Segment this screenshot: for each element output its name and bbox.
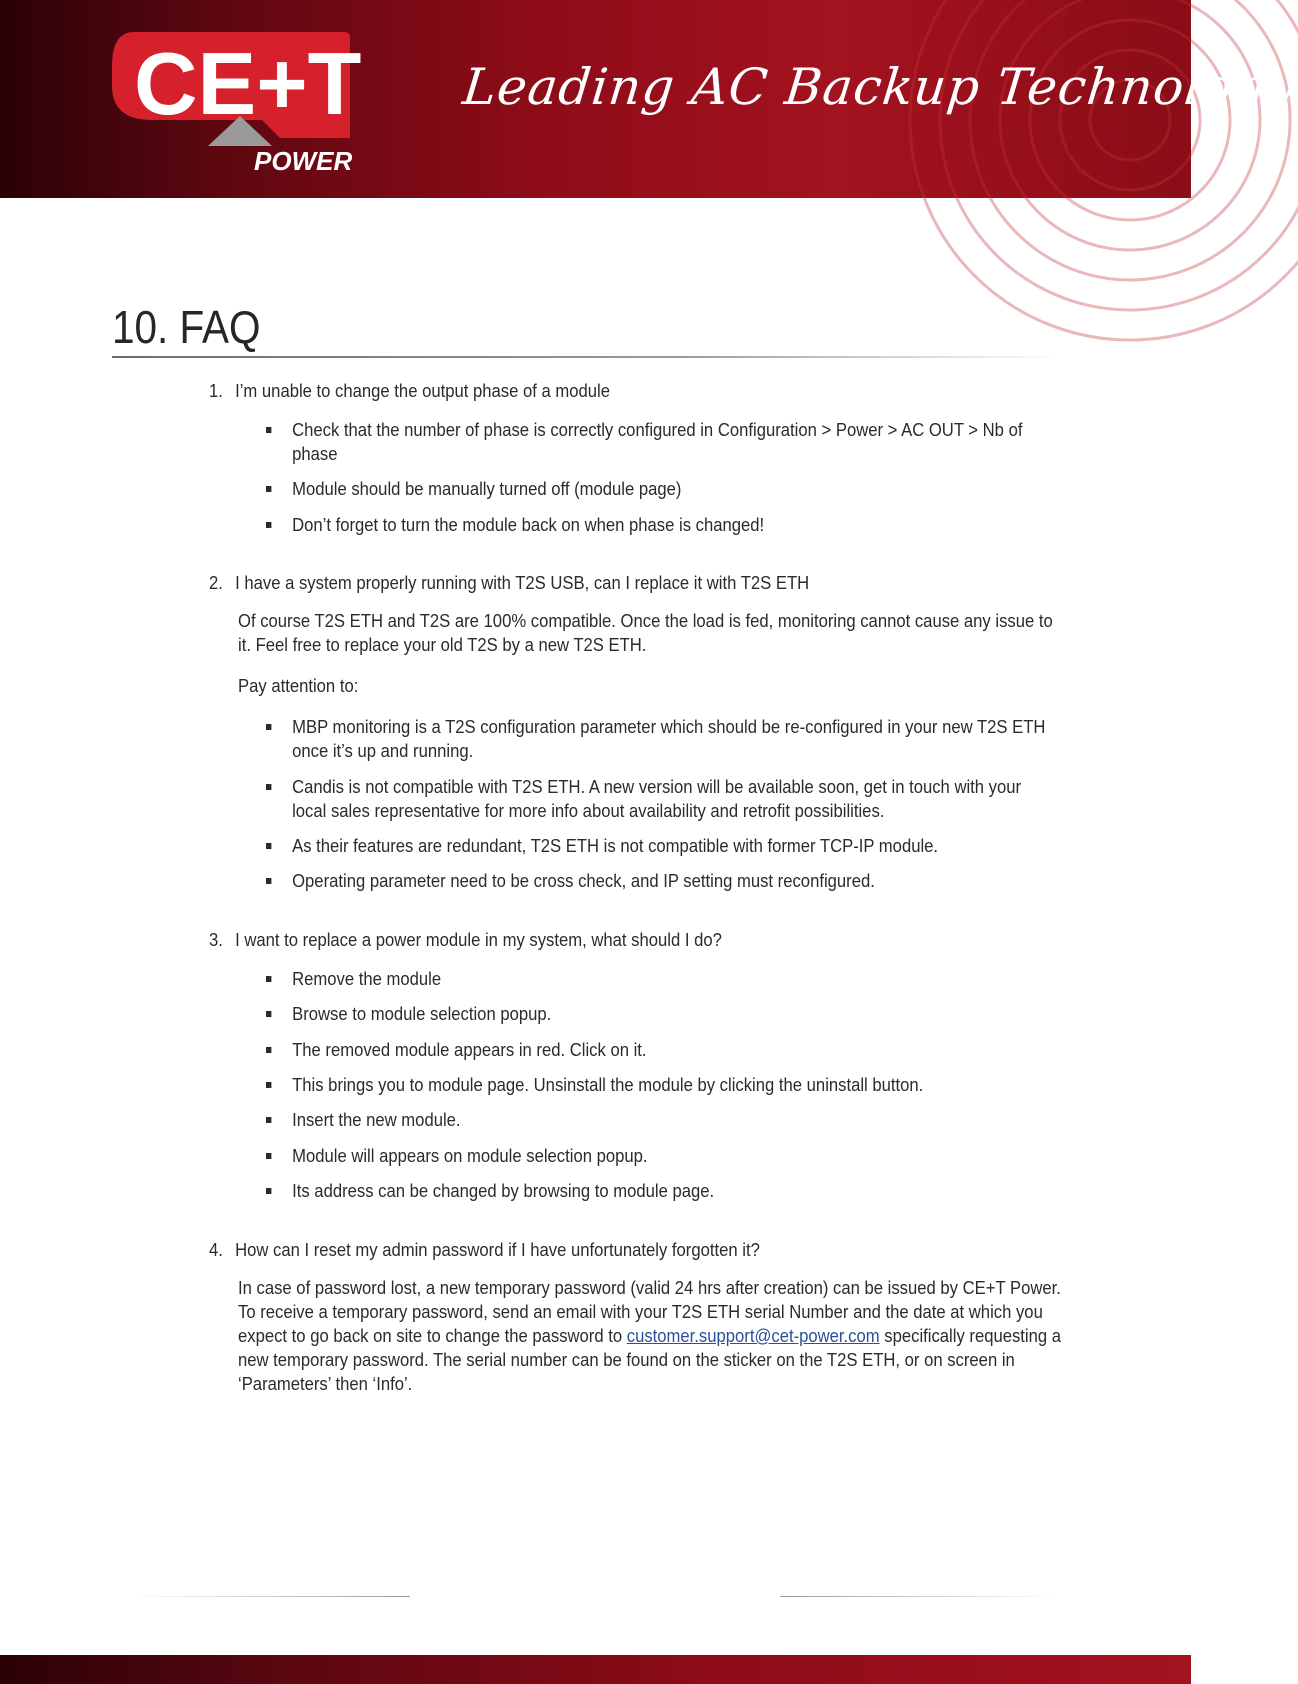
tagline: Leading AC Backup Technology (460, 58, 1298, 116)
company-logo (112, 26, 377, 174)
bullet-text: Insert the new module. (292, 1109, 461, 1130)
list-item (266, 834, 1058, 858)
footer-bar (0, 1655, 1191, 1684)
bullet-text: Module will appears on module selection popup. (292, 1145, 648, 1166)
answer-paragraph: Of course T2S ETH and T2S are 100% compatible. Once the load is fed, monitoring cannot cause any issue to it. Feel free to replace your old T2S by a new T2S ETH. (238, 610, 1053, 655)
logo-sub-text: POWER (254, 146, 353, 176)
bullet-square-icon (266, 1188, 271, 1194)
list-item (266, 775, 1058, 823)
faq-question-text: I want to replace a power module in my system, what should I do? (235, 929, 722, 950)
bullet-square-icon (266, 976, 271, 982)
bullet-text-continuation: phase (292, 443, 338, 464)
page-title: 10. FAQ (112, 301, 261, 353)
faq-number: 1. (209, 380, 223, 401)
bullet-square-icon (266, 1082, 271, 1088)
faq-question-text: I have a system properly running with T2S USB, can I replace it with T2S ETH (235, 572, 810, 593)
footer-rule-right (780, 1596, 1060, 1597)
bullet-square-icon (266, 1047, 271, 1053)
faq-question (209, 380, 610, 402)
bullet-text: This brings you to module page. Unsinstall the module by clicking the uninstall button. (292, 1074, 924, 1095)
list-item (266, 715, 1058, 763)
faq-question (209, 929, 722, 951)
list-item (266, 418, 1058, 466)
footer-rule-left (130, 1596, 410, 1597)
list-item (266, 1002, 1058, 1026)
bullet-text: Operating parameter need to be cross check, and IP setting must reconfigured. (292, 870, 875, 891)
faq-number: 4. (209, 1239, 223, 1260)
list-item (266, 967, 1058, 991)
bullet-text: Don’t forget to turn the module back on when phase is changed! (292, 514, 765, 535)
bullet-text: Its address can be changed by browsing to module page. (292, 1180, 715, 1201)
answer-paragraph: Pay attention to: (238, 675, 359, 696)
list-item (266, 513, 1058, 537)
bullet-square-icon (266, 784, 271, 790)
bullet-square-icon (266, 878, 271, 884)
bullet-text: Browse to module selection popup. (292, 1003, 552, 1024)
faq-question-text: I’m unable to change the output phase of a module (235, 380, 611, 401)
title-underline (112, 356, 1062, 358)
bullet-square-icon (266, 724, 271, 730)
faq-question (209, 1239, 760, 1261)
bullet-text: The removed module appears in red. Click on it. (292, 1039, 647, 1060)
bullet-square-icon (266, 522, 271, 528)
bullet-text: As their features are redundant, T2S ETH is not compatible with former TCP-IP module. (292, 835, 939, 856)
bullet-square-icon (266, 843, 271, 849)
list-item (266, 1108, 1058, 1132)
list-item (266, 1144, 1058, 1168)
bullet-text: Check that the number of phase is correctly configured in Configuration > Power > AC OUT > Nb of (292, 419, 1023, 440)
bullet-square-icon (266, 1153, 271, 1159)
bullet-text: Module should be manually turned off (module page) (292, 478, 682, 499)
faq-question (209, 572, 809, 594)
list-item (266, 1073, 1058, 1097)
bullet-square-icon (266, 427, 271, 433)
faq-number: 3. (209, 929, 223, 950)
faq-question-text: How can I reset my admin password if I have unfortunately forgotten it? (235, 1239, 760, 1260)
bullet-square-icon (266, 1011, 271, 1017)
bullet-text: Remove the module (292, 968, 442, 989)
answer-text: In case of password lost, a new temporary password (valid 24 hrs after creation) can be issued by CE+T Power. To receive a temporary password, send an email with your T2S ETH serial Number and the date at which you expect to go back on site to change the password to (238, 1277, 1061, 1346)
list-item (266, 1038, 1058, 1062)
faq-number: 2. (209, 572, 223, 593)
header-banner (0, 0, 1298, 198)
bullet-square-icon (266, 486, 271, 492)
list-item (266, 869, 1058, 893)
list-item (266, 477, 1058, 501)
support-email-link[interactable]: customer.support@cet-power.com (626, 1325, 880, 1346)
answer-text: specifically requesting a new temporary password. The serial number can be found on the sticker on the T2S ETH, or on screen in ‘Parameters’ then ‘Info’. (238, 1325, 1062, 1394)
bullet-text: Candis is not compatible with T2S ETH. A new version will be available soon, get in touch with your local sales representative for more info about availability and retrofit possibilities. (292, 776, 1022, 821)
logo-brand-text: CE+T (134, 34, 362, 133)
bullet-square-icon (266, 1117, 271, 1123)
list-item (266, 1179, 1058, 1203)
answer-paragraph (238, 1276, 1066, 1396)
bullet-text: MBP monitoring is a T2S configuration parameter which should be re-configured in your new T2S ETH once it’s up and running. (292, 716, 1046, 761)
